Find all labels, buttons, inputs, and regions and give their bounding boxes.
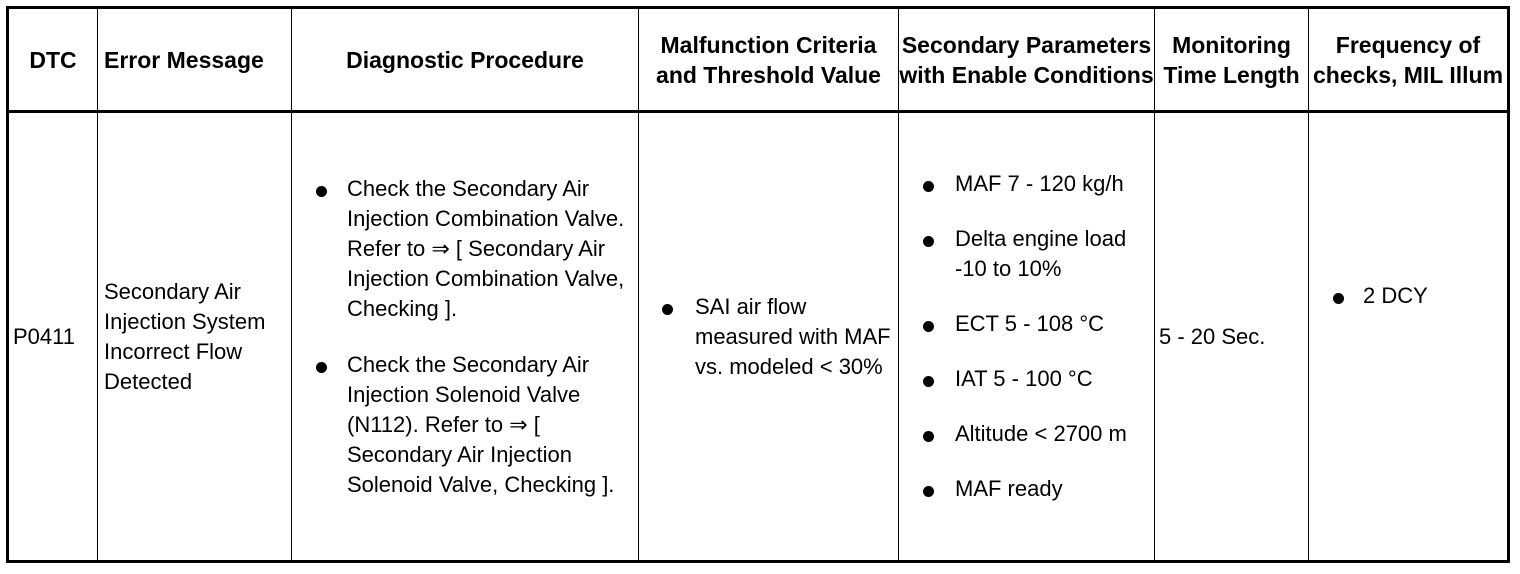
header-row bbox=[8, 8, 1509, 112]
header-malfunction-criteria: Malfunction Criteria and Threshold Value bbox=[639, 8, 899, 112]
table-header bbox=[8, 8, 1509, 112]
bullet-icon bbox=[923, 486, 934, 497]
frequency-cell bbox=[1309, 112, 1509, 562]
enable-condition-item bbox=[899, 224, 1154, 284]
header-error-message: Error Message bbox=[98, 8, 292, 112]
header-frequency: Frequency of checks, MIL Illum bbox=[1309, 8, 1509, 112]
malfunction-criteria-list bbox=[639, 292, 898, 382]
frequency-item-text: 2 DCY bbox=[1363, 282, 1428, 308]
monitoring-time: 5 - 20 Sec. bbox=[1155, 112, 1309, 562]
diagnostic-procedure-list bbox=[292, 174, 638, 500]
enable-condition-text: Altitude < 2700 m bbox=[955, 421, 1127, 446]
enable-condition-text: Delta engine load -10 to 10% bbox=[955, 226, 1127, 281]
bullet-icon bbox=[316, 362, 327, 373]
malfunction-criteria-cell bbox=[639, 112, 899, 562]
frequency-item bbox=[1309, 281, 1507, 311]
enable-condition-item bbox=[899, 169, 1154, 199]
error-message: Secondary Air Injection System Incorrect Flow Detected bbox=[98, 112, 292, 562]
dtc-table bbox=[6, 6, 1510, 563]
bullet-icon bbox=[316, 186, 327, 197]
bullet-icon bbox=[923, 321, 934, 332]
enable-condition-text: MAF 7 - 120 kg/h bbox=[955, 171, 1124, 196]
bullet-icon bbox=[923, 236, 934, 247]
enable-conditions-list bbox=[899, 169, 1154, 504]
enable-condition-item bbox=[899, 309, 1154, 339]
procedure-item-text: Check the Secondary Air Injection Solenoid Valve (N112). Refer to ⇒ [ Secondary Air Injection Solenoid Valve, Checking ]. bbox=[347, 351, 615, 497]
enable-condition-text: IAT 5 - 100 °C bbox=[955, 366, 1093, 391]
table-body bbox=[8, 112, 1509, 562]
bullet-icon bbox=[923, 181, 934, 192]
header-monitoring-time: Monitoring Time Length bbox=[1155, 8, 1309, 112]
criteria-item bbox=[639, 292, 898, 382]
enable-condition-item bbox=[899, 419, 1154, 449]
enable-condition-text: MAF ready bbox=[955, 476, 1063, 501]
procedure-item bbox=[292, 174, 638, 324]
enable-conditions-cell bbox=[899, 112, 1155, 562]
header-secondary-parameters: Secondary Parameters with Enable Conditions bbox=[899, 8, 1155, 112]
frequency-list bbox=[1309, 281, 1507, 311]
enable-condition-item bbox=[899, 474, 1154, 504]
bullet-icon bbox=[1333, 293, 1344, 304]
criteria-item-text: SAI air flow measured with MAF vs. modeled < 30% bbox=[695, 293, 891, 379]
procedure-item-text: Check the Secondary Air Injection Combination Valve. Refer to ⇒ [ Secondary Air Injection Combination Valve, Checking ]. bbox=[347, 175, 625, 321]
dtc-code: P0411 bbox=[8, 112, 98, 562]
header-dtc: DTC bbox=[8, 8, 98, 112]
header-diagnostic-procedure: Diagnostic Procedure bbox=[292, 8, 639, 112]
bullet-icon bbox=[923, 431, 934, 442]
table-row bbox=[8, 112, 1509, 562]
enable-condition-item bbox=[899, 364, 1154, 394]
procedure-item bbox=[292, 350, 638, 500]
diagnostic-procedure-cell bbox=[292, 112, 639, 562]
bullet-icon bbox=[923, 376, 934, 387]
bullet-icon bbox=[662, 304, 673, 315]
enable-condition-text: ECT 5 - 108 °C bbox=[955, 311, 1105, 336]
